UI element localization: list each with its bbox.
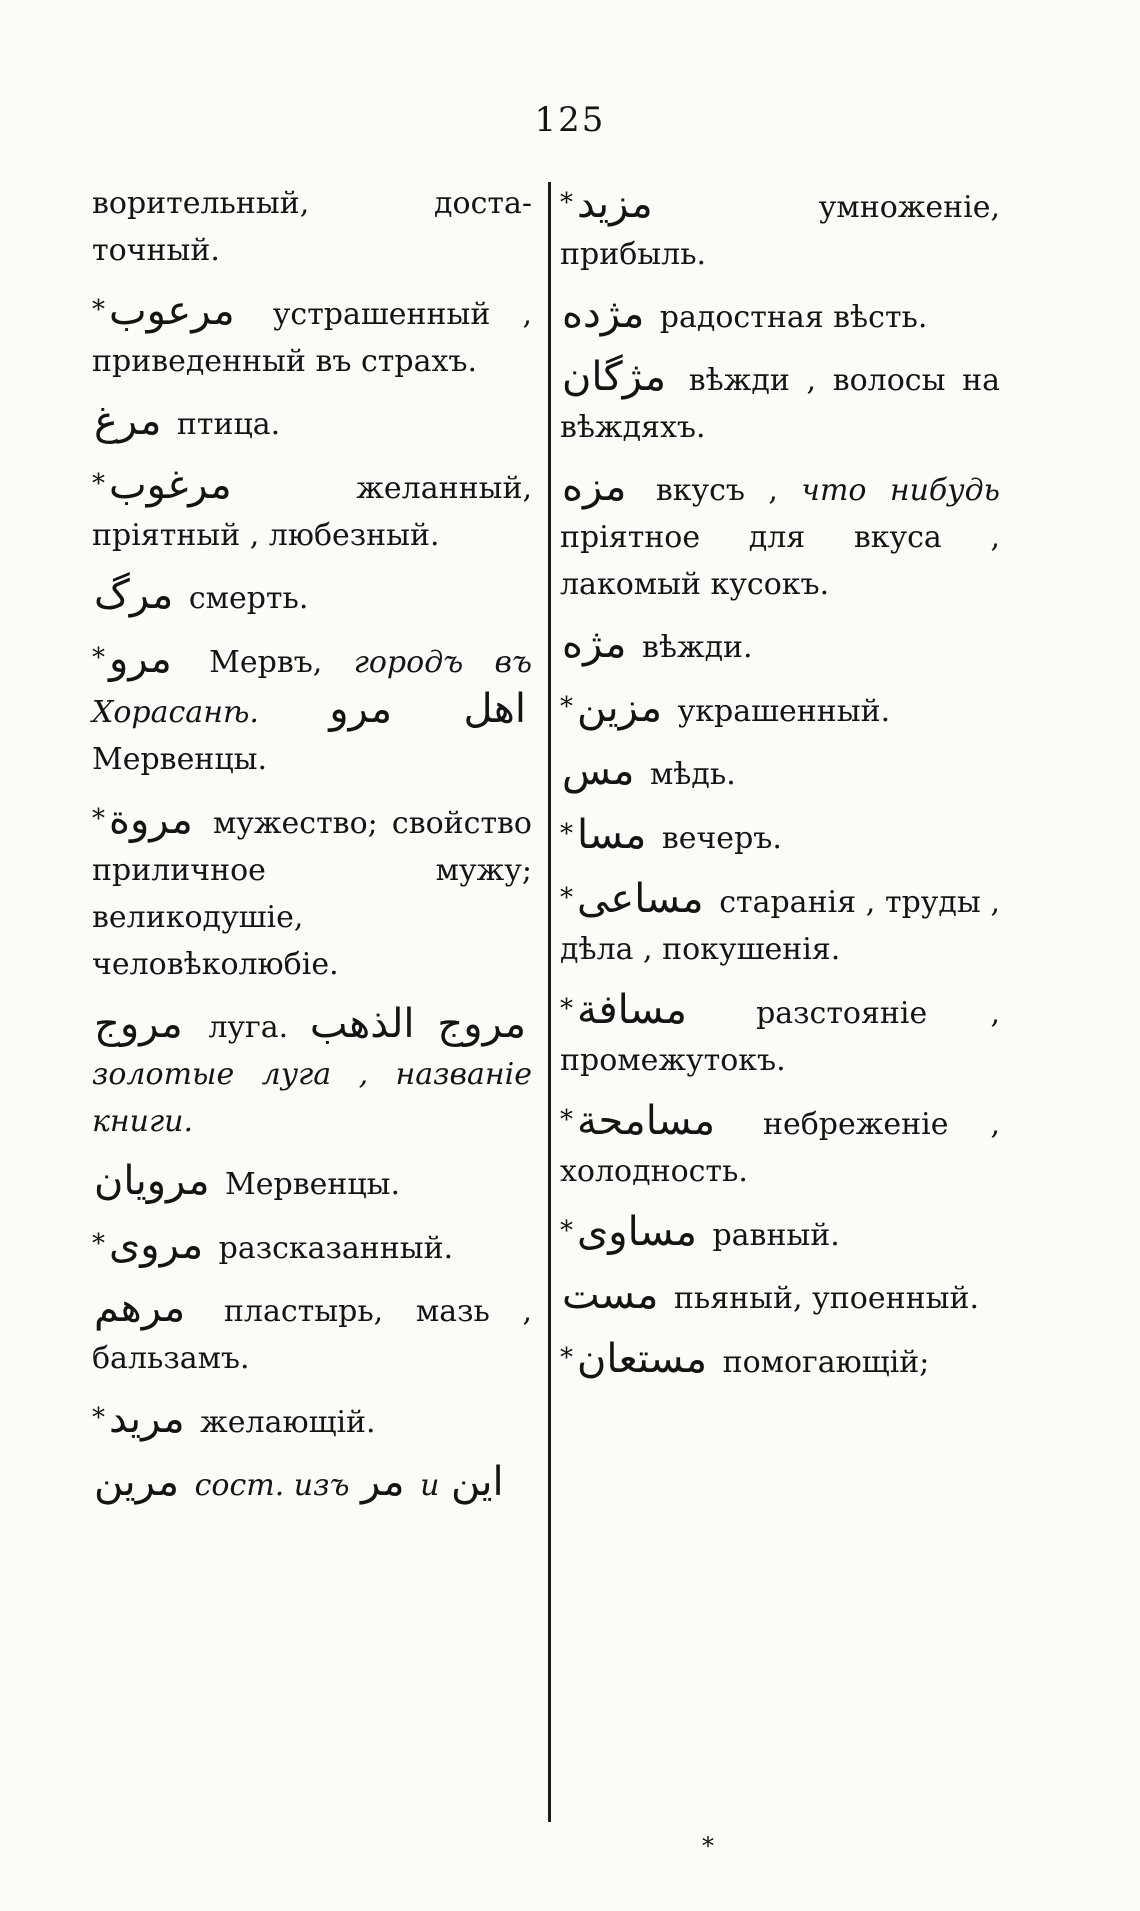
entry-definition: Мервъ, [177,645,354,680]
entry-definition: ворительный, доста-точный. [92,186,532,268]
column-divider [548,182,551,1822]
dictionary-entry [560,1335,1000,1386]
entry-definition [439,1468,449,1503]
arabic-headword: اهل مرو [329,686,526,732]
entry-star-mark: * [560,1216,573,1246]
dictionary-entry [92,572,532,622]
dictionary-entry [92,1285,532,1382]
dictionary-entry [92,398,532,448]
dictionary-entry [560,684,1000,735]
entry-definition: желанный, пріятный , любезный. [92,471,532,553]
arabic-headword: مر [361,1459,405,1505]
entry-definition [259,695,327,730]
entry-definition: мѣдь. [640,757,736,792]
arabic-headword: مزيد [577,181,653,227]
arabic-headword: مرويان [94,1158,210,1204]
entry-definition: помогающій; [713,1345,930,1380]
dictionary-entry [92,461,532,559]
arabic-headword: مزين [577,685,663,731]
arabic-headword: مروج [94,1001,183,1047]
arabic-headword: مرهم [94,1285,186,1331]
arabic-headword: مريد [109,1396,185,1442]
entry-definition: радостная вѣсть. [650,300,928,335]
entry-star-mark: * [92,1229,105,1259]
dictionary-entry [92,180,532,274]
dictionary-entry [560,875,1000,973]
arabic-headword: مستعان [577,1336,708,1382]
entry-definition: вѣжди. [632,630,753,665]
entry-definition [185,1468,195,1503]
right-column [560,180,1000,1399]
entry-definition: устрашенный , приведенный въ страхъ. [92,297,532,379]
arabic-headword: مرغوب [109,462,232,508]
entry-definition: вкусъ , [632,473,802,508]
entry-definition: мужество; свойство приличное мужу; великодушіе, человѣколюбіе. [92,806,532,982]
arabic-headword: مست [562,1272,659,1318]
entry-definition [411,1468,421,1503]
entry-definition: небреженіе , холодность. [560,1107,1000,1189]
dictionary-entry [560,291,1000,341]
entry-definition: Мервенцы. [215,1167,401,1202]
arabic-headword: مرغ [94,398,162,444]
entry-star-mark: * [560,883,573,913]
entry-definition: смерть. [179,581,309,616]
page-number: 125 [534,100,606,140]
entry-star-mark: * [560,1343,573,1373]
entry-definition: вѣжди , волосы на вѣждяхъ. [560,363,1000,445]
italic-gloss: и [420,1468,440,1503]
arabic-headword: مسا [577,812,647,858]
italic-gloss: золотые луга , названіе книги. [92,1057,532,1139]
dictionary-entry [560,986,1000,1084]
dictionary-entry [92,1001,532,1145]
entry-definition: старанія , труды , дѣла , покушенія. [560,885,1000,967]
entry-star-mark: * [92,804,105,834]
dictionary-entry [560,621,1000,671]
entry-star-mark: * [92,295,105,325]
arabic-headword: مروى [109,1222,204,1268]
arabic-headword: مسافة [577,987,687,1033]
arabic-headword: مسامحة [577,1098,715,1144]
entry-star-mark: * [560,1105,573,1135]
entry-definition: украшенный. [668,694,891,729]
arabic-headword: مرگ [94,572,174,618]
entry-definition: Мервенцы. [92,742,268,777]
arabic-headword: مژه [562,621,627,667]
arabic-headword: مساعى [577,876,704,922]
dictionary-entry [560,1097,1000,1195]
entry-star-mark: * [92,469,105,499]
entry-definition: желающій. [190,1405,376,1440]
arabic-headword: مساوى [577,1209,697,1255]
arabic-headword: مروة [109,797,193,843]
left-column [92,180,532,1522]
dictionary-entry [92,635,532,783]
entry-definition: птица. [167,407,281,442]
italic-gloss: городъ въ Хорасанѣ. [92,645,532,730]
arabic-headword: مروج الذهب [309,1001,526,1047]
arabic-headword: مرين [94,1459,180,1505]
dictionary-entry [92,1158,532,1208]
arabic-headword: مس [562,748,635,794]
dictionary-entry [92,287,532,385]
entry-star-mark: * [560,188,573,218]
entry-star-mark: * [92,643,105,673]
entry-definition: умноженіе, прибыль. [560,190,1000,272]
dictionary-entry [92,796,532,988]
dictionary-entry [560,180,1000,278]
arabic-headword: مرعوب [109,288,235,334]
italic-gloss: что нибудь [801,473,1000,508]
entry-definition: луга. [188,1010,308,1045]
dictionary-entry [560,464,1000,608]
entry-definition: пьяный, упоенный. [664,1281,979,1316]
entry-star-mark: * [560,819,573,849]
dictionary-entry [560,811,1000,862]
dictionary-entry [560,354,1000,451]
entry-definition: вечеръ. [652,821,782,856]
entry-definition: пластырь, мазь , бальзамъ. [92,1294,532,1376]
entry-definition [350,1468,360,1503]
arabic-headword: مرو [109,636,172,682]
arabic-headword: مزه [562,464,627,510]
bottom-mark: * [702,1832,714,1860]
arabic-headword: مژگان [562,354,667,400]
entry-star-mark: * [92,1403,105,1433]
dictionary-entry [560,748,1000,798]
entry-definition: разсказанный. [209,1231,454,1266]
dictionary-entry [92,1395,532,1446]
dictionary-entry [560,1208,1000,1259]
entry-star-mark: * [560,692,573,722]
arabic-headword: مژده [562,291,645,337]
dictionary-entry [92,1221,532,1272]
entry-definition: пріятное для вкуса , лакомый кусокъ. [560,520,1000,602]
entry-definition: разстояніе , промежутокъ. [560,996,1000,1078]
entry-definition: равный. [702,1218,840,1253]
italic-gloss: сост. изъ [194,1468,350,1503]
entry-star-mark: * [560,994,573,1024]
dictionary-entry [92,1459,532,1509]
dictionary-entry [560,1272,1000,1322]
arabic-headword: اين [450,1459,504,1505]
